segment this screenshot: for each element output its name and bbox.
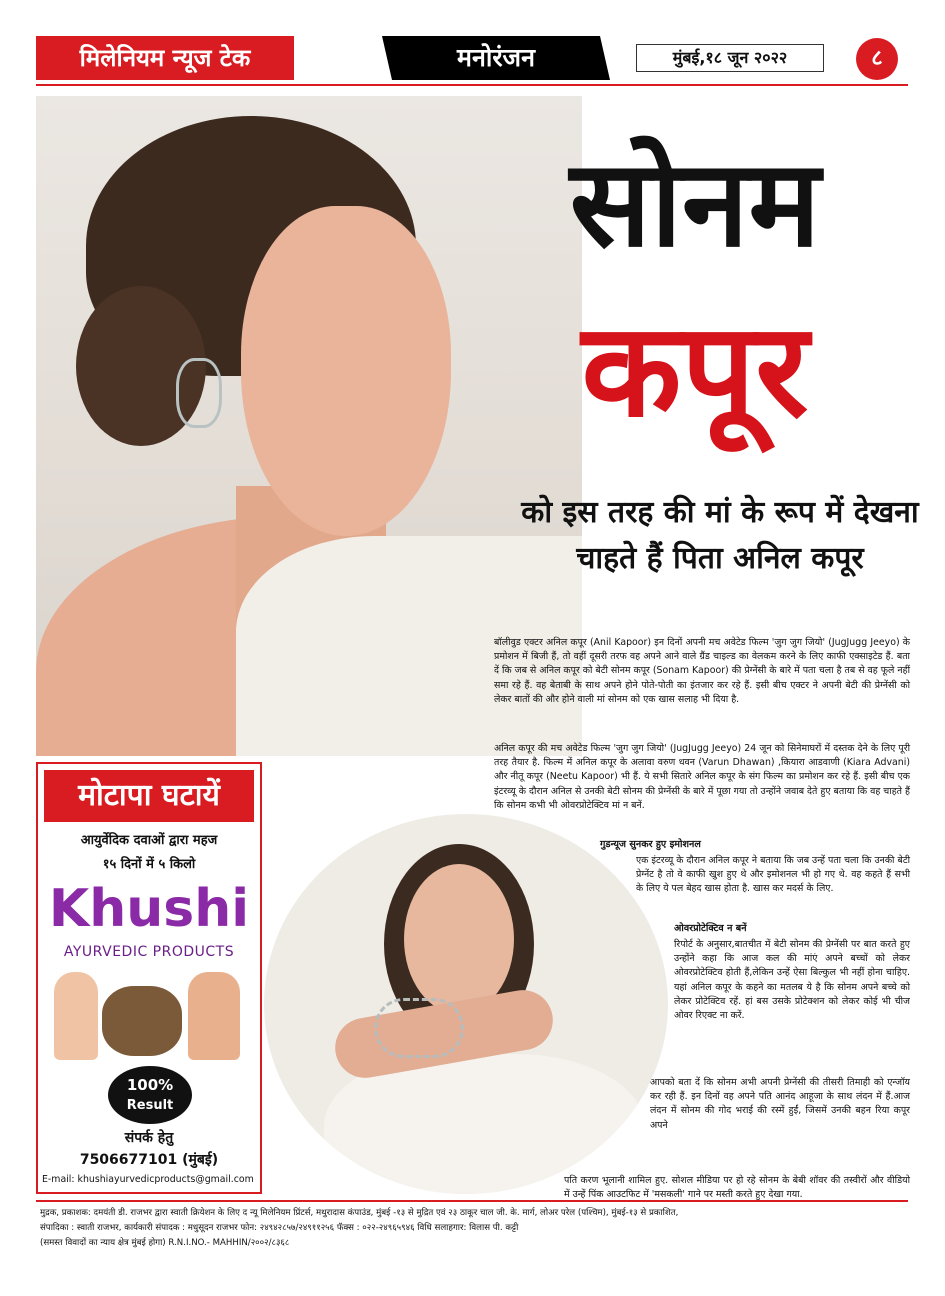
ad-herbs — [102, 986, 182, 1056]
ad-result-badge — [108, 1066, 192, 1124]
ad-model-woman — [54, 972, 98, 1060]
header-divider — [36, 84, 908, 86]
newspaper-brand: मिलेनियम न्यूज टेक — [36, 36, 294, 80]
footer-divider — [36, 1200, 908, 1202]
inset-photo-face — [404, 864, 514, 1014]
page-number: ८ — [856, 38, 898, 80]
imprint-line: (समस्त विवादों का न्याय क्षेत्र मुंबई होगा) R.N.I.NO.- MAHHIN/२००२/८३६८ — [40, 1238, 290, 1248]
ad-email: E-mail: khushiayurvedicproducts@gmail.com — [42, 1174, 254, 1185]
imprint-line: संपादिका : स्वाती राजभर, कार्यकारी संपादक : मधुसूदन राजभर फोन: २४९४२८५७/२४९११२५६ फॅक्स : ०२२-२४९६५९४६ विधि सलाहगार: विलास पी. कट्टी — [40, 1223, 519, 1233]
ad-product-image — [54, 972, 244, 1064]
ad-badge-percent: 100% — [126, 1076, 174, 1094]
masthead — [36, 36, 908, 84]
article-subheading: ओवरप्रोटेक्टिव न बनें — [674, 923, 747, 934]
inset-photo-bracelet — [374, 998, 464, 1058]
imprint-footer — [40, 1206, 904, 1251]
ad-brand-subtitle: AYURVEDIC PRODUCTS — [63, 944, 235, 960]
ad-phone: 7506677101 (मुंबई) — [79, 1152, 219, 1168]
ad-line: आयुर्वेदिक दवाओं द्वारा महज — [80, 833, 218, 848]
ad-contact-label: संपर्क हेतु — [124, 1130, 174, 1146]
headline-line-2: कपूर — [581, 294, 809, 446]
headline-subhead: को इस तरह की मां के रूप में देखना चाहते हैं पिता अनिल कपूर — [521, 495, 919, 576]
article-paragraph: अनिल कपूर की मच अवेटेड फिल्म 'जुग जुग जियो' (JugJugg Jeeyo) 24 जून को सिनेमाघरों में दस्तक देने के लिए पूरी तरह तैयार है. फिल्म में अनिल कपूर के अलावा वरुण धवन (Varun Dhawan) ,कियारा आडवाणी (Kiara Advani) और नीतू कपूर (Neetu Kapoor) भी हैं. ये सभी सितारे अनिल कपूर के संग फिल्म का प्रमोशन कर रहे हैं. इसी बीच एक इंटरव्यू के दौरान अनिल से उनकी बेटी सोनम की प्रेग्नेंसी के बारे में पूछा गया तो उन्होंने जवाब देते हुए बताया कि वह चाहते हैं कि सोनम कभी भी ओवरप्रोटेक्टिव मां न बनें. — [494, 743, 910, 811]
ad-title: मोटापा घटायें — [44, 770, 254, 822]
imprint-line: मुद्रक, प्रकाशक: दमयंती डी. राजभर द्वारा स्वाती क्रियेशन के लिए द न्यू मिलेनियम प्रिंटर्स, मथुरादास कंपाउंड, मुंबई -१३ से मुद्रित एवं २३ ठाकूर चाल जी. के. मार्ग, लोअर परेल (पश्चिम), मुंबई-१३ से प्रकाशित, — [40, 1208, 679, 1218]
article-paragraph: पति करण भूलानी शामिल हुए. सोशल मीडिया पर हो रहे सोनम के बेबी शॉवर की तस्वीरों और वीडियो में उन्हें पिंक आउटफिट में 'मसकली' गाने पर मस्ती करते हुए देखा गया. — [564, 1175, 910, 1201]
headline-line-1: सोनम — [569, 135, 821, 274]
ad-brand-logo: Khushi — [48, 879, 250, 939]
ad-badge-text: Result — [126, 1098, 174, 1113]
ad-model-man — [188, 972, 240, 1060]
article-paragraph: आपको बता दें कि सोनम अभी अपनी प्रेग्नेंसी की तीसरी तिमाही को एन्जॉय कर रही हैं. इन दिनों वह अपने पति आनंद आहूजा के साथ लंदन में हैं.आज लंदन में सोनम की गोद भराई की रस्में हुईं, जिसमें उनकी बहन रिया कपूर अपने — [650, 1077, 910, 1131]
advertisement-box — [36, 762, 262, 1194]
article-paragraph: एक इंटरव्यू के दौरान अनिल कपूर ने बताया कि जब उन्हें पता चला कि उनकी बेटी प्रेग्नेंट है तो वे काफी खुश हुए थे और इमोशनल भी हो गए थे. वह कहते हैं सभी के लिए ये पल बेहद खास होता है. खास कर मदर्स के लिए. — [636, 855, 910, 895]
section-title: मनोरंजन — [392, 36, 600, 80]
article-paragraph: बॉलीवुड एक्टर अनिल कपूर (Anil Kapoor) इन दिनों अपनी मच अवेटेड फिल्म 'जुग जुग जियो' (JugJugg Jeeyo) के प्रमोशन में बिजी हैं, तो वहीं दूसरी तरफ वह अपने आने वाले ग्रैंड चाइल्ड का वेलकम करने के लिए काफी एक्साइटेड हैं. बता दें कि जब से अनिल कपूर को बेटी सोनम कपूर (Sonam Kapoor) की प्रेग्नेंसी के बारे में पता चला है तब से वह फूले नहीं समा रहे हैं. वह बेताबी के साथ अपने होने पोते-पोती का इंतजार कर रहे हैं. इसी बीच एक्टर ने अपनी बेटी की प्रेग्नेंसी को लेकर बातों की और होने वाली मां सोनम को एक खास सलाह भी दिया है. — [494, 637, 910, 705]
photo-earring — [176, 358, 222, 428]
inset-photo — [262, 812, 670, 1196]
article-paragraph: रिपोर्ट के अनुसार,बातचीत में बेटी सोनम की प्रेग्नेंसी पर बात करते हुए उन्होंने कहा कि आज कल की मांएं अपने बच्चों को लेकर ओवरप्रोटेक्टिव होती हैं,लेकिन उन्हें ऐसा बिल्कुल भी नहीं होना चाहिए. यहां अनिल कपूर के कहने का मतलब ये है कि सोनम अपने बच्चे को लेकर प्रोटेक्टिव रहें. हां बस उसके प्रोटेक्शन को लेकर कोई भी चीज ओवर रिएक्ट ना करें. — [674, 939, 910, 1022]
article-subheading: गुडन्यूज सुनकर हुए इमोशनल — [600, 839, 701, 850]
ad-line: १५ दिनों में ५ किलो — [102, 857, 196, 872]
issue-date: मुंबई,१८ जून २०२२ — [636, 44, 824, 72]
photo-face — [241, 206, 451, 536]
